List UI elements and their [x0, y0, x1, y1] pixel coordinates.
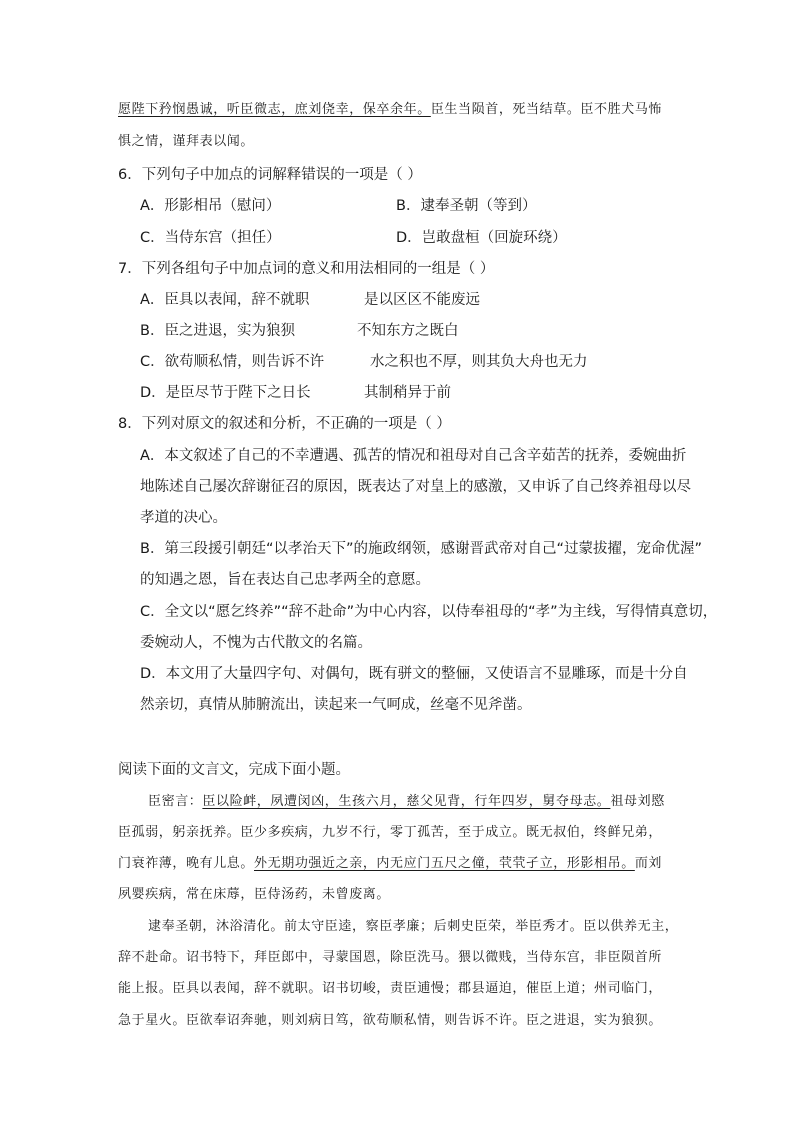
question-6-option-b: B．逮奉圣朝（等到）: [396, 198, 537, 214]
passage-text: 祖母刘愍: [610, 794, 665, 809]
passage-line: 辞不赴命。诏书特下，拜臣郎中，寻蒙国恩，除臣洗马。猥以微贱，当侍东宫，非臣陨首所: [118, 950, 663, 965]
passage-line: 惧之情，谨拜表以闻。: [118, 134, 255, 149]
question-8-option-a: A．本文叙述了自己的不幸遭遇、孤苦的情况和祖母对自己含辛茹苦的抚养，委婉曲折: [140, 448, 687, 464]
passage-line: 逮奉圣朝，沐浴清化。前太守臣逵，察臣孝廉；后刺史臣荣，举臣秀才。臣以供养无主，: [148, 919, 679, 934]
question-7-option-b: B．臣之进退，实为狼狈: [140, 323, 295, 339]
question-7-option-a-pair: 是以区区不能废远: [364, 292, 480, 308]
question-7-option-c: C．欲苟顺私情，则告诉不许: [140, 354, 325, 370]
passage-text: 臣密言：: [148, 794, 203, 809]
question-8-option-c: C．全文以“愿乞终养”“辞不赴命”为中心内容，以侍奉祖母的“孝”为主线，写得情真意切，: [140, 604, 718, 620]
underlined-sentence: 臣以险衅，夙遭闵凶，生孩六月，慈父见背，行年四岁，舅夺母志。: [202, 794, 611, 809]
question-6-stem: 6．下列句子中加点的词解释错误的一项是（ ）: [118, 167, 422, 183]
passage-line: [118, 100, 662, 120]
question-6-option-a: A．形影相吊（慰问）: [140, 198, 281, 214]
question-8-option-b: B．第三段援引朝廷“以孝治天下”的施政纲领，感谢晋武帝对自己“过蒙拔擢，宠命优渥”: [140, 541, 702, 557]
passage-line: 能上报。臣具以表闻，辞不就职。诏书切峻，责臣逋慢；郡县逼迫，催臣上道；州司临门，: [118, 981, 663, 996]
question-8-stem: 8．下列对原文的叙述和分析，不正确的一项是（ ）: [118, 416, 451, 432]
question-8-option-d: D．本文用了大量四字句、对偶句，既有骈文的整俪，又使语言不显雕琢，而是十分自: [140, 666, 688, 682]
question-6-option-d: D．岂敢盘桓（回旋环绕）: [396, 230, 567, 246]
question-8-option-a-cont: 地陈述自己屡次辞谢征召的原因，既表达了对皇上的感激，又申诉了自己终养祖母以尽: [140, 479, 691, 495]
reading-instruction: 阅读下面的文言文，完成下面小题。: [118, 762, 350, 778]
question-7-stem: 7．下列各组句子中加点词的意义和用法相同的一组是（ ）: [118, 261, 495, 277]
underlined-sentence: 外无期功强近之亲，内无应门五尺之僮，茕茕孑立，形影相吊。: [254, 856, 635, 871]
question-6-option-c: C．当侍东宫（担任）: [140, 230, 281, 246]
question-7-option-c-pair: 水之积也不厚，则其负大舟也无力: [370, 354, 588, 370]
question-7-option-d: D．是臣尽节于陛下之日长: [140, 385, 311, 401]
question-8-option-b-cont: 的知遇之恩，旨在表达自己忠孝两全的意愿。: [140, 572, 430, 588]
passage-text: 臣生当陨首，死当结草。臣不胜犬马怖: [430, 102, 663, 117]
underlined-sentence: 愿陛下矜悯愚诚，听臣微志，庶刘侥幸，保卒余年。: [118, 102, 431, 117]
passage-text: 门衰祚薄，晚有儿息。: [118, 856, 255, 871]
question-8-option-a-cont: 孝道的决心。: [140, 510, 227, 526]
question-7-option-a: A．臣具以表闻，辞不就职: [140, 292, 310, 308]
passage-text: 而刘: [634, 856, 663, 871]
question-7-option-d-pair: 其制稍异于前: [364, 385, 451, 401]
passage-line: [148, 792, 665, 812]
passage-line: 臣孤弱，躬亲抚养。臣少多疾病，九岁不行，零丁孤苦，至于成立。既无叔伯，终鲜兄弟，: [118, 825, 663, 840]
passage-line: 夙婴疾病，常在床蓐，臣侍汤药，未曾废离。: [118, 887, 391, 902]
question-8-option-d-cont: 然亲切，真情从肺腑流出，读起来一气呵成，丝毫不见斧凿。: [140, 697, 532, 713]
question-8-option-c-cont: 委婉动人，不愧为古代散文的名篇。: [140, 635, 372, 651]
question-7-option-b-pair: 不知东方之既白: [357, 323, 459, 339]
passage-line: 急于星火。臣欲奉诏奔驰，则刘病日笃，欲苟顺私情，则告诉不许。臣之进退，实为狼狈。: [118, 1013, 663, 1028]
passage-line: [118, 854, 662, 874]
